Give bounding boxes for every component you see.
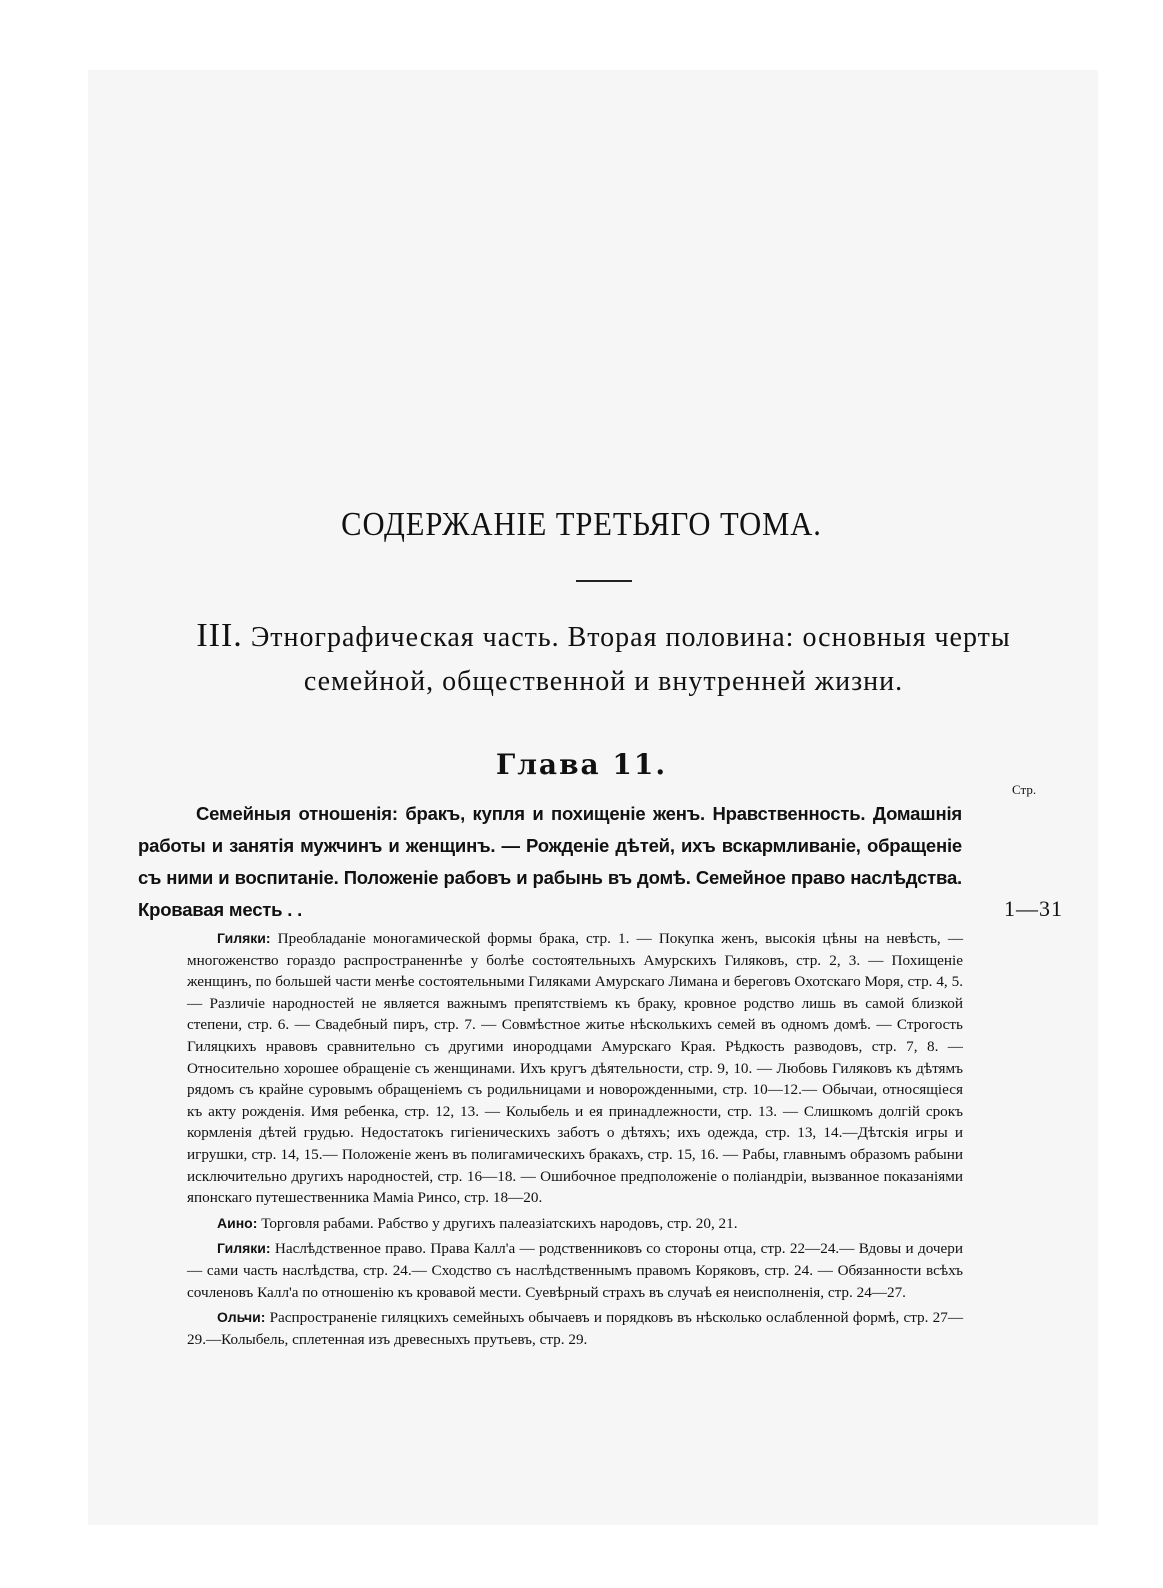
part-heading (136, 614, 1071, 704)
detail-text: Наслѣдственное право. Права Калл'а — родственниковъ со стороны отца, стр. 22—24.— Вдовы и дочери — сами часть наслѣдства, стр. 24.— Сходство съ наслѣдственнымъ правомъ Коряковъ, стр. 24. — Обязанности всѣхъ сочленовъ Калл'а по отношенію къ кровавой мести. Суевѣрный страхъ въ случаѣ ея неисполненія, стр. 24—27. (187, 1240, 963, 1301)
detail-text: Торговля рабами. Рабство у другихъ палеазіатскихъ народовъ, стр. 20, 21. (261, 1214, 738, 1232)
people-label: Аино: (217, 1214, 258, 1231)
people-label: Гиляки: (217, 1240, 271, 1257)
people-label: Гиляки: (217, 930, 271, 946)
people-label: Ольчи: (217, 1309, 266, 1326)
detail-paragraph (187, 928, 963, 1209)
chapter-page-range: 1—31 (1004, 896, 1063, 921)
volume-title: СОДЕРЖАНІЕ ТРЕТЬЯГО ТОМА. (341, 506, 822, 543)
detail-paragraph (187, 1307, 963, 1350)
title-divider (576, 580, 632, 582)
detail-paragraph (187, 1213, 963, 1235)
chapter-summary: Семейныя отношенія: бракъ, купля и похищеніе женъ. Нравственность. Домашнія работы и занятія мужчинъ и женщинъ. — Рожденіе дѣтей, ихъ вскармливаніе, обращеніе съ ними и воспитаніе. Положеніе рабовъ и рабынь въ домѣ. Семейное право наслѣдства. Кровавая месть . . (138, 803, 962, 920)
part-title: Этнографическая часть. Вторая половина: основныя черты семейной, общественной и внутренней жизни. (250, 622, 1011, 697)
chapter-title: Глава 11. (495, 748, 668, 781)
detail-text: Распространеніе гиляцкихъ семейныхъ обычаевъ и порядковъ въ нѣсколько ослабленной формѣ, стр. 27—29.—Колыбель, сплетенная изъ древесныхъ прутьевъ, стр. 29. (187, 1309, 964, 1348)
chapter-details (187, 928, 963, 1354)
detail-text: Преобладаніе моногамической формы брака, стр. 1. — Покупка женъ, высокія цѣны на невѣсть, — многоженство гораздо распространеннѣе у болѣе состоятельныхъ Амурскихъ Гиляковъ, стр. 2, 3. — Похищеніе женщинъ, по большей части менѣе состоятельными Гиляками Амурскаго Лимана и береговъ Охотскаго Моря, стр. 4, 5. — Различіе народностей не является важнымъ препятствіемъ къ браку, кровное родство лишь въ самой близкой степени, стр. 6. — Свадебный пиръ, стр. 7. — Совмѣстное житье нѣсколькихъ семей въ одномъ домѣ. — Строгость Гиляцкихъ нравовъ сравнительно съ другими инородцами Амурскаго Края. Рѣдкость разводовъ, стр. 7, 8. — Относительно хорошее обращеніе съ женщинами. Ихъ кругъ дѣятельности, стр. 9, 10. — Любовь Гиляковъ къ дѣтямъ рядомъ съ крайне суровымъ обращеніемъ съ родильницами и новорожденными, стр. 10—12.— Обычаи, относящіеся къ акту рожденія. Имя ребенка, стр. 12, 13. — Колыбель и ея принадлежности, стр. 13. — Слишкомъ долгій срокъ кормленія дѣтей грудью. Недостатокъ гигіеническихъ заботъ о дѣтяхъ; ихъ одежда, стр. 13, 14.—Дѣтскія игры и игрушки, стр. 14, 15.— Положеніе женъ въ полигамическихъ бракахъ, стр. 15, 16. — Рабы, главнымъ образомъ рабыни исключительно другихъ народностей, стр. 16—18. — Ошибочное предположеніе о поліандріи, вызванное показаніями японскаго путешественника Маміа Ринсо, стр. 18—20. (187, 930, 964, 1207)
detail-paragraph (187, 1238, 963, 1303)
page-column-label: Стр. (1012, 782, 1037, 797)
part-numeral: III. (196, 617, 243, 654)
